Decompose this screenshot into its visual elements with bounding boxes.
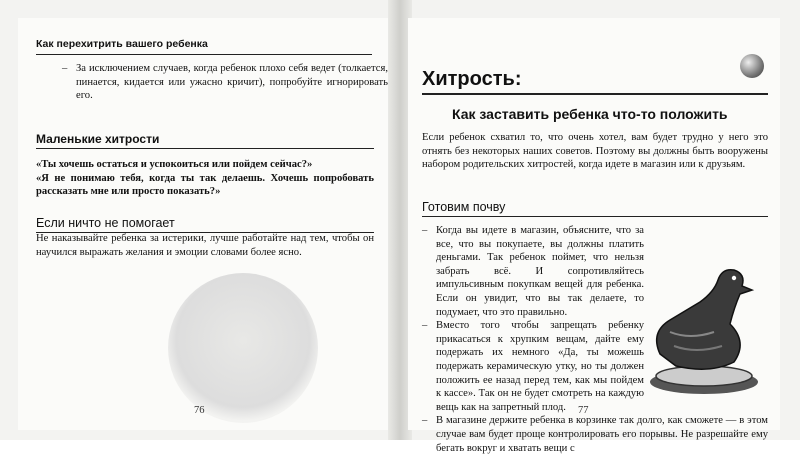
left-page [18, 18, 390, 430]
ball-icon [740, 54, 764, 78]
page-number-left: 76 [194, 405, 205, 416]
page-number-right: 77 [578, 405, 589, 416]
chapter-title: Хитрость: [422, 68, 768, 95]
fail-paragraph: Не наказывайте ребенка за истерики, лучше работайте над тем, чтобы он научился выражать желания и эмоции словами более ясно. [36, 233, 374, 258]
duck-figurine-icon [630, 262, 766, 398]
list-item [422, 319, 644, 414]
list-item-text: В магазине держите ребенка в корзинке так долго, как сможете — в этом случае вам будет проще контролировать его порывы. Не разрешайте ему бегать вокруг и хватать вещи с [436, 415, 768, 454]
quote-block [36, 158, 374, 199]
list-item-text: Вместо того чтобы запрещать ребенку прикасаться к хрупким вещам, дайте ему подержать их немного «Да, ты можешь подержать керамическую утку, но ты должен положить ее назад перед тем, как мы пойдем к кассе». Так он не будет смотреть на каждую вещь как на запретный плод. [436, 320, 644, 413]
section-heading-prepare: Готовим почву [422, 200, 768, 217]
running-header: Как перехитрить вашего ребенка [36, 38, 208, 50]
quote-2: «Я не понимаю тебя, когда ты так делаешь. Хочешь попробовать рассказать мне или просто показать?» [36, 172, 374, 198]
list-item-text: Когда вы идете в магазин, объясните, что за все, что вы покупаете, вы должны платить деньгами. Так ребенок поймет, что нельзя забрать всё. И сопротивляйтесь импульсивным покупкам вещей для ребенка. Если он увидит, что вы так делаете, то подумает, что это правильно. [436, 225, 644, 318]
dash-bullet: – [62, 63, 68, 74]
right-page [408, 18, 780, 454]
chapter-subtitle: Как заставить ребенка что-то положить [452, 106, 728, 122]
dash-bullet: – [422, 415, 428, 427]
dash-bullet: – [422, 225, 428, 236]
list-item [62, 62, 388, 103]
section-heading-tricks: Маленькие хитрости [36, 132, 374, 149]
list-item [422, 414, 768, 455]
header-rule [36, 54, 372, 55]
faded-illustration [168, 273, 318, 423]
list-item-text: За исключением случаев, когда ребенок плохо себя ведет (толкается, пинается, кидается или ужасно кричит), попробуйте игнорировать его. [76, 63, 388, 102]
dash-bullet: – [422, 320, 428, 332]
section-heading-fail: Если ничто не помогает [36, 216, 374, 233]
list-item [422, 224, 644, 319]
quote-1: «Ты хочешь остаться и успокоиться или пойдем сейчас?» [36, 159, 313, 170]
intro-paragraph: Если ребенок схватил то, что очень хотел, вам будет трудно у него это отнять без некоторых наших советов. Поэтому вы должны быть вооружены набором родительских хитростей, когда идете в магазин или к друзьям. [422, 132, 768, 171]
